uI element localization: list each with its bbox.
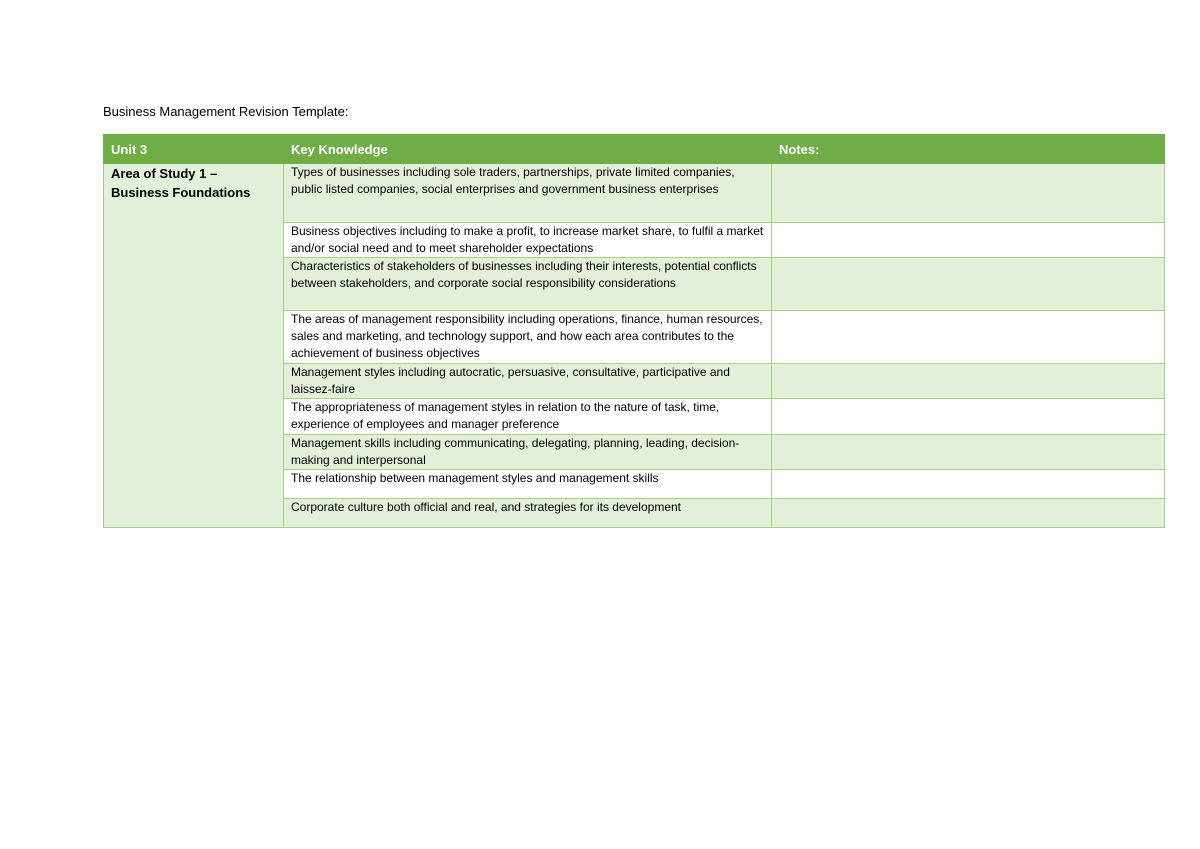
key-knowledge-cell: The areas of management responsibility including operations, finance, human resources, sales and marketing, and technology support, and how each area contributes to the achievement of business objectives <box>284 311 772 364</box>
header-key-knowledge: Key Knowledge <box>284 135 772 164</box>
notes-cell[interactable] <box>772 311 1165 364</box>
notes-cell[interactable] <box>772 435 1165 470</box>
key-knowledge-cell: Types of businesses including sole traders, partnerships, private limited companies, public listed companies, social enterprises and government business enterprises <box>284 164 772 223</box>
key-knowledge-cell: The relationship between management styles and management skills <box>284 470 772 499</box>
document-title: Business Management Revision Template: <box>103 104 349 119</box>
notes-cell[interactable] <box>772 164 1165 223</box>
notes-cell[interactable] <box>772 499 1165 528</box>
key-knowledge-cell: Characteristics of stakeholders of businesses including their interests, potential conflicts between stakeholders, and corporate social responsibility considerations <box>284 258 772 311</box>
revision-table <box>103 134 1165 528</box>
notes-cell[interactable] <box>772 364 1165 399</box>
notes-cell[interactable] <box>772 223 1165 258</box>
notes-cell[interactable] <box>772 470 1165 499</box>
key-knowledge-cell: Corporate culture both official and real, and strategies for its development <box>284 499 772 528</box>
key-knowledge-cell: Management styles including autocratic, persuasive, consultative, participative and laissez-faire <box>284 364 772 399</box>
header-unit: Unit 3 <box>104 135 284 164</box>
table-header-row <box>104 135 1165 164</box>
key-knowledge-cell: Management skills including communicating, delegating, planning, leading, decision-making and interpersonal <box>284 435 772 470</box>
notes-cell[interactable] <box>772 258 1165 311</box>
header-notes: Notes: <box>772 135 1165 164</box>
key-knowledge-cell: Business objectives including to make a profit, to increase market share, to fulfil a market and/or social need and to meet shareholder expectations <box>284 223 772 258</box>
notes-cell[interactable] <box>772 399 1165 435</box>
table-row <box>104 164 1165 223</box>
area-of-study-cell: Area of Study 1 – Business Foundations <box>104 164 284 528</box>
key-knowledge-cell: The appropriateness of management styles in relation to the nature of task, time, experience of employees and manager preference <box>284 399 772 435</box>
